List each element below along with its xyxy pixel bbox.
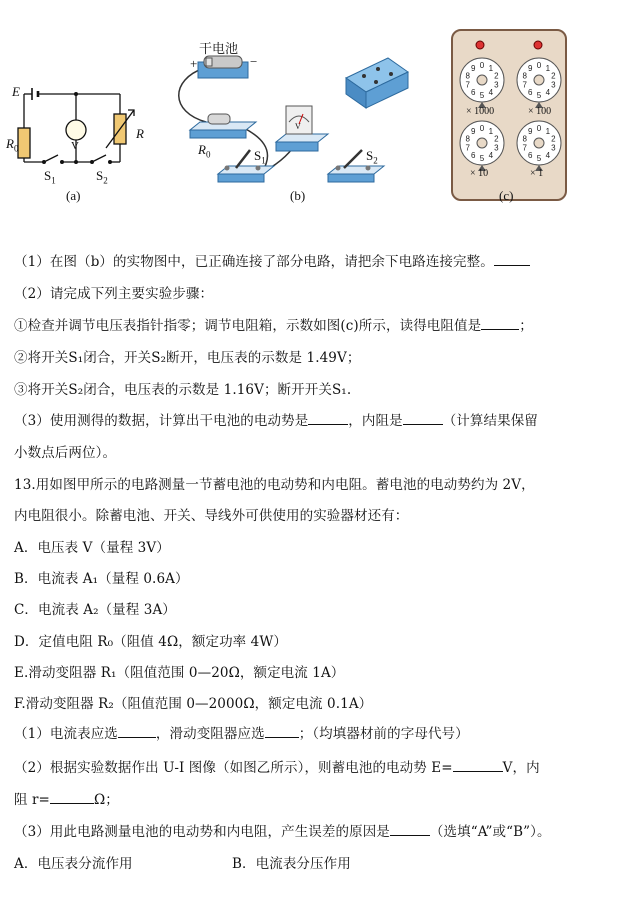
dial-digit: 3 (551, 143, 556, 153)
dial-digit: 4 (488, 88, 494, 98)
dial-digit: 7 (465, 80, 470, 90)
dial-digit: 1 (488, 63, 494, 73)
dial-knob (534, 138, 544, 148)
label-a-S1: $S_1$ (44, 168, 56, 186)
dial-digit: 7 (522, 143, 527, 153)
dial-digit: 8 (522, 71, 527, 81)
q12-step1: ①检查并调节电压表指针指零；调节电阻箱，示数如图(c)所示，读得电阻值是 ； (14, 318, 533, 334)
dial-digit: 0 (479, 61, 485, 70)
label-a-V: V (71, 140, 79, 152)
dial-digit: 1 (488, 126, 494, 136)
dial-digit: 8 (465, 71, 470, 81)
dial-digit: 2 (551, 134, 556, 144)
q13-stem: 13.用如图甲所示的电路测量一节蓄电池的电动势和内电阻。蓄电池的电动势约为 2V， (14, 477, 535, 493)
label-c-x1000: × 1000 (466, 106, 495, 117)
dial-digit: 9 (470, 63, 476, 73)
dial-digit: 1 (545, 126, 551, 136)
q13-part2-cont: 阻 r= Ω； (14, 792, 119, 808)
dial-digit: 8 (465, 134, 470, 144)
q13-part3: （3）用此电路测量电池的电动势和内电阻，产生误差的原因是 （选填“A”或“B”）。 (14, 824, 551, 840)
label-b-plus: + (190, 56, 198, 71)
q12-step3: ③将开关S₂闭合，电压表的示数是 1.16V；断开开关S₁. (14, 382, 352, 398)
dial-digit: 3 (494, 80, 499, 90)
label-b-S1: $S_1$ (254, 148, 266, 166)
option-f-rheostat2: F.滑动变阻器 R₂（阻值范围 0—2000Ω，额定电流 0.1A） (14, 696, 373, 712)
dial-knob (534, 75, 544, 85)
q13-stem-cont: 内电阻很小。除蓄电池、开关、导线外可供使用的实验器材还有： (14, 508, 409, 524)
dial-digit: 9 (527, 126, 533, 136)
label-b-R0: $R_0$ (198, 142, 211, 160)
label-c-x100: × 100 (528, 106, 552, 117)
dial-digit: 5 (479, 154, 485, 163)
dial-digit: 2 (494, 71, 499, 81)
q13-option-a: A．电压表分流作用 (14, 856, 133, 872)
figure-row (0, 18, 636, 218)
answer-blank[interactable] (453, 759, 503, 772)
label-b-meter: V (295, 122, 301, 131)
q12-part3-cont: 小数点后两位）。 (14, 445, 117, 461)
dial-digit: 3 (494, 143, 499, 153)
option-c-ammeter2: C．电流表 A₂（量程 3A） (14, 602, 176, 618)
figure-svg (0, 18, 636, 218)
dial-digit: 4 (545, 151, 551, 161)
dial-digit: 6 (470, 88, 476, 98)
label-a-E: E (12, 84, 20, 99)
answer-blank[interactable] (265, 725, 299, 738)
caption-b: (b) (290, 188, 306, 203)
label-b-minus: − (250, 54, 258, 69)
caption-a: (a) (66, 188, 81, 203)
answer-blank[interactable] (481, 317, 519, 330)
answer-blank[interactable] (308, 412, 348, 425)
q12-part1: （1）在图（b）的实物图中，已正确连接了部分电路，请把余下电路连接完整。 (14, 250, 530, 270)
dial-knob (477, 138, 487, 148)
label-c-x10: × 10 (470, 168, 489, 179)
caption-c: (c) (499, 188, 514, 203)
label-a-R0: $R_0$ (6, 136, 19, 154)
dial-digit: 7 (522, 80, 527, 90)
dial-digit: 3 (551, 80, 556, 90)
answer-blank[interactable] (118, 725, 156, 738)
option-d-resistor: D．定值电阻 R₀（阻值 4Ω，额定功率 4W） (14, 634, 287, 650)
answer-blank[interactable] (403, 412, 443, 425)
q12-part2-heading: （2）请完成下列主要实验步骤： (14, 286, 214, 302)
label-b-S2: $S_2$ (366, 148, 378, 166)
label-a-R: R (136, 126, 144, 141)
label-b-battery: 干电池 (199, 41, 239, 56)
dial-digit: 4 (488, 151, 494, 161)
dial-digit: 4 (545, 88, 551, 98)
dial-digit: 0 (536, 61, 542, 70)
dial-digit: 7 (465, 143, 470, 153)
dial-digit: 0 (536, 124, 542, 133)
q13-option-b: B．电流表分压作用 (232, 856, 351, 872)
dial-digit: 9 (470, 126, 476, 136)
option-b-ammeter1: B．电流表 A₁（量程 0.6A） (14, 571, 189, 587)
dial-digit: 2 (551, 71, 556, 81)
dial-digit: 2 (494, 134, 499, 144)
q13-part2: （2）根据实验数据作出 U-I 图像（如图乙所示），则蓄电池的电动势 E= V，内 (14, 760, 540, 776)
option-e-rheostat1: E.滑动变阻器 R₁（阻值范围 0—20Ω，额定电流 1A） (14, 665, 345, 681)
dial-digit: 6 (527, 151, 533, 161)
dial-digit: 5 (479, 91, 485, 100)
dial-digit: 5 (536, 154, 542, 163)
dial-digit: 9 (527, 63, 533, 73)
dial-digit: 6 (470, 151, 476, 161)
dial-digit: 8 (522, 134, 527, 144)
answer-blank[interactable] (390, 823, 430, 836)
q12-step2: ②将开关S₁闭合，开关S₂断开，电压表的示数是 1.49V； (14, 350, 361, 366)
dial-digit: 6 (527, 88, 533, 98)
dial-digit: 1 (545, 63, 551, 73)
label-a-S2: $S_2$ (96, 168, 108, 186)
answer-blank[interactable] (494, 253, 530, 266)
option-a-voltmeter: A．电压表 V（量程 3V） (14, 540, 170, 556)
dial-digit: 0 (479, 124, 485, 133)
answer-blank[interactable] (50, 791, 94, 804)
q13-part1: （1）电流表应选 ，滑动变阻器应选 ；（均填器材前的字母代号） (14, 726, 469, 742)
label-c-x1: × 1 (530, 168, 544, 179)
q12-part3: （3）使用测得的数据，计算出干电池的电动势是 ，内阻是 （计算结果保留 (14, 413, 538, 429)
dial-digit: 5 (536, 91, 542, 100)
dial-knob (477, 75, 487, 85)
